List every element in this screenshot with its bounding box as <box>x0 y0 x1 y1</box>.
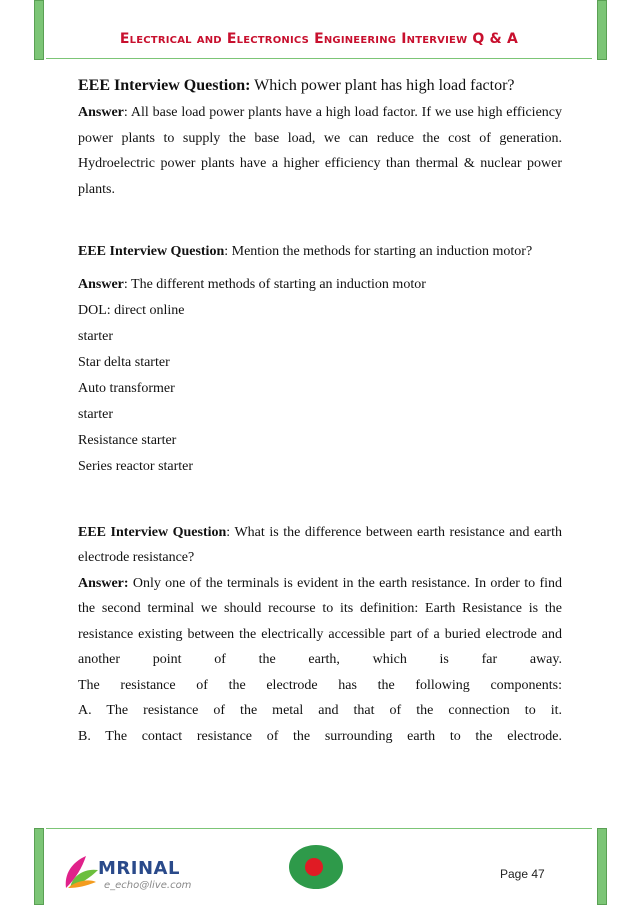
border-bar-bottom-left <box>34 828 44 905</box>
answer-1 <box>78 100 562 202</box>
main-content <box>78 72 562 749</box>
logo-text: MRINAL <box>98 858 180 879</box>
border-bar-top-right <box>597 0 607 60</box>
question-3-label: EEE Interview Question <box>78 524 227 540</box>
list-item: Auto transformer <box>78 380 175 396</box>
answer-3 <box>78 571 562 673</box>
bangladesh-flag-icon <box>288 844 344 890</box>
list-item: Series reactor starter <box>78 458 194 474</box>
question-2-text: : Mention the methods for starting an induction motor? <box>224 244 533 259</box>
answer-2 <box>78 272 562 298</box>
list-item: DOL: direct online <box>78 302 185 318</box>
header-rule <box>46 58 592 59</box>
border-bar-bottom-right <box>597 828 607 905</box>
answer-2-text: : The different methods of starting an induction motor <box>123 277 426 292</box>
question-1 <box>78 72 562 100</box>
list-item: Star delta starter <box>78 354 170 370</box>
question-1-text: Which power plant has high load factor? <box>250 77 515 94</box>
answer-3-line-2: The resistance of the electrode has the following components: <box>78 677 562 693</box>
border-bar-top-left <box>34 0 44 60</box>
answer-1-text: : All base load power plants have a high load factor. If we use high efficiency power plants to supply the base load, we can reduce the cost of generation. Hydroelectric power plants have a higher efficiency than thermal & nuclear power plants. <box>78 105 562 197</box>
list-item: starter <box>78 328 113 344</box>
answer-3-line-3: A. The resistance of the metal and that of the connection to it. <box>78 703 562 718</box>
question-1-label: EEE Interview Question: <box>78 77 251 94</box>
question-3-text: : What is the difference between earth resistance and earth electrode resistance? <box>78 524 562 565</box>
page-number: Page 47 <box>500 867 545 881</box>
answer-1-label: Answer <box>78 105 124 120</box>
answer-2-label: Answer <box>78 277 124 292</box>
list-item: Resistance starter <box>78 432 177 448</box>
list-item: starter <box>78 406 113 422</box>
question-3 <box>78 520 562 571</box>
question-2 <box>78 238 562 266</box>
footer-rule <box>46 828 592 829</box>
question-2-label: EEE Interview Question <box>78 244 225 259</box>
mrinal-logo <box>58 848 192 896</box>
answer-3-line-4: B. The contact resistance of the surrounding earth to the electrode. <box>78 728 562 744</box>
answer-3-text: Only one of the terminals is evident in the earth resistance. In order to find the second terminal we should recourse to its definition: Earth Resistance is the resistance existing between the electrically accessible part of a buried electrode and another point of the earth, which is far away. <box>78 575 562 667</box>
starting-methods-list <box>78 298 562 480</box>
leaf-logo-icon <box>58 848 102 896</box>
header-title: Electrical and Electronics Engineering Interview Q & A <box>119 31 519 47</box>
answer-3-label: Answer: <box>78 575 129 591</box>
logo-email: e_echo@live.com <box>104 880 192 891</box>
